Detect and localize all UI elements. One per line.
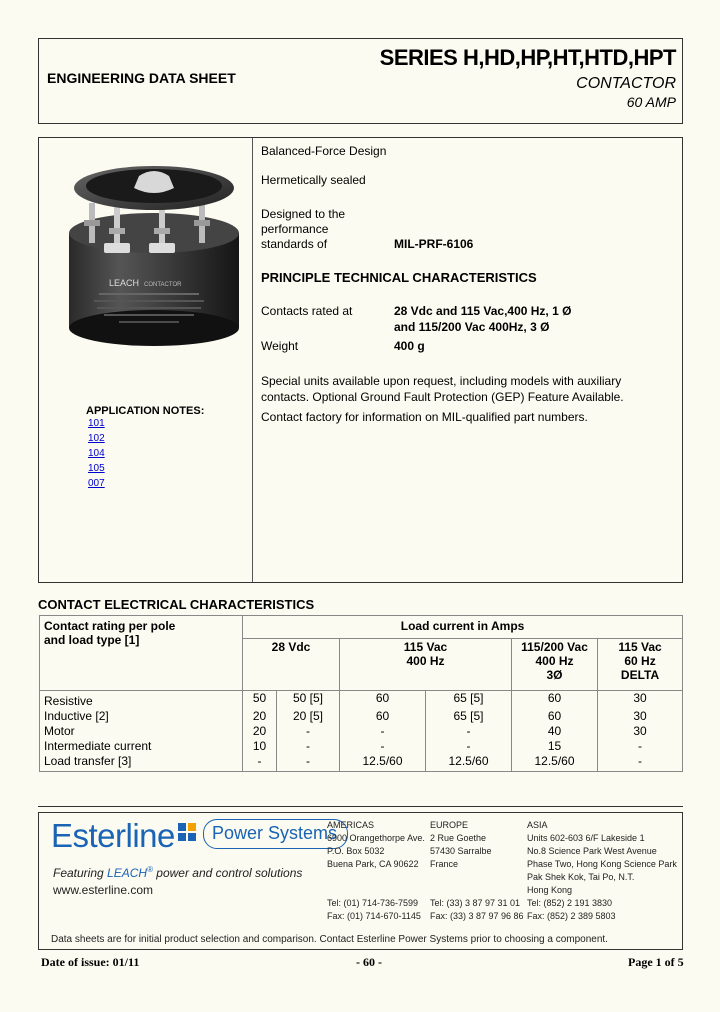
table-row-header xyxy=(40,616,243,691)
col-header-115vac-400hz xyxy=(340,639,512,691)
americas-tel: Tel: (01) 714-736-7599 xyxy=(327,898,419,908)
address-line: 57430 Sarralbe xyxy=(430,846,492,856)
contacts-rated-value-2: and 115/200 Vac 400Hz, 3 Ø xyxy=(394,320,550,334)
designed-to-line-3: standards of xyxy=(261,237,328,251)
table-cell: - xyxy=(277,754,340,772)
table-cell: 65 [5] xyxy=(426,709,512,724)
address-line: Hong Kong xyxy=(527,885,573,895)
product-info-box xyxy=(38,137,683,583)
row-header-line-1: Contact rating per pole xyxy=(44,619,176,633)
table-row xyxy=(40,739,683,754)
col-header-28vdc xyxy=(243,639,340,691)
contact-ratings-table xyxy=(39,615,683,772)
row-label: Intermediate current xyxy=(40,739,243,754)
table-cell: - xyxy=(277,739,340,754)
table-cell: 12.5/60 xyxy=(340,754,426,772)
product-label-type: CONTACTOR xyxy=(144,282,182,288)
contactor-product-image xyxy=(59,158,249,358)
table-row xyxy=(40,724,683,739)
tagline-registered: ® xyxy=(147,865,153,874)
special-units-line-3: Contact factory for information on MIL-qualified part numbers. xyxy=(261,410,588,424)
table-cell: 30 xyxy=(598,724,683,739)
table-cell: 50 xyxy=(243,691,277,710)
table-cell: 12.5/60 xyxy=(512,754,598,772)
table-cell: 50 [5] xyxy=(277,691,340,710)
page-of: Page 1 of 5 xyxy=(628,955,684,969)
mil-standard: MIL-PRF-6106 xyxy=(394,237,474,251)
col-115-200vac-line-2: 400 Hz xyxy=(535,654,574,668)
esterline-mark-icon xyxy=(176,821,200,843)
address-line: 6900 Orangethorpe Ave. xyxy=(327,833,425,843)
table-cell: - xyxy=(340,724,426,739)
col-header-115-200vac xyxy=(512,639,598,691)
designed-to-line-1: Designed to the xyxy=(261,207,346,221)
row-label: Resistive xyxy=(40,691,243,710)
col-115vac-line-2: 400 Hz xyxy=(406,654,445,668)
contacts-rated-label: Contacts rated at xyxy=(261,304,353,318)
app-note-link-007[interactable]: 007 xyxy=(88,478,105,489)
footer-top-rule xyxy=(38,806,683,807)
table-cell: 30 xyxy=(598,709,683,724)
app-note-link-105[interactable]: 105 xyxy=(88,463,105,474)
asia-fax: Fax: (852) 2 389 5803 xyxy=(527,911,616,921)
series-title: SERIES H,HD,HP,HT,HTD,HPT xyxy=(379,45,676,70)
col-115-200vac-line-3: 3Ø xyxy=(546,668,563,682)
table-cell: 60 xyxy=(512,691,598,710)
table-cell: - xyxy=(426,724,512,739)
col-delta-line-1: 115 Vac xyxy=(618,640,662,654)
col-28vdc-line-1: 28 Vdc xyxy=(271,640,311,654)
disclaimer: Data sheets are for initial product selection and comparison. Contact Esterline Power Systems prior to choosing a component. xyxy=(51,934,608,945)
application-notes-title: APPLICATION NOTES: xyxy=(86,405,205,417)
europe-tel: Tel: (33) 3 87 97 31 01 xyxy=(430,898,521,908)
table-cell: - xyxy=(340,739,426,754)
asia-tel: Tel: (852) 2 191 3830 xyxy=(527,898,613,908)
address-line: Units 602-603 6/F Lakeside 1 xyxy=(527,833,645,843)
row-header-line-2: and load type [1] xyxy=(44,633,140,647)
table-cell: 60 xyxy=(340,709,426,724)
address-line: Phase Two, Hong Kong Science Park xyxy=(527,859,677,869)
principle-technical-title: PRINCIPLE TECHNICAL CHARACTERISTICS xyxy=(261,270,537,285)
product-rating: 60 AMP xyxy=(626,94,676,110)
tagline-pre: Featuring xyxy=(53,866,108,880)
load-current-header: Load current in Amps xyxy=(243,616,683,639)
table-cell: 60 xyxy=(340,691,426,710)
table-cell: - xyxy=(598,754,683,772)
table-cell: 20 [5] xyxy=(277,709,340,724)
table-cell: 30 xyxy=(598,691,683,710)
weight-value: 400 g xyxy=(394,339,425,353)
americas-fax: Fax: (01) 714-670-1145 xyxy=(327,911,421,921)
row-label: Inductive [2] xyxy=(40,709,243,724)
contacts-rated-value-1: 28 Vdc and 115 Vac,400 Hz, 1 Ø xyxy=(394,304,572,318)
table-row xyxy=(40,691,683,710)
col-115-200vac-line-1: 115/200 Vac xyxy=(521,640,588,654)
table-row xyxy=(40,709,683,724)
designed-to-line-2: performance xyxy=(261,222,329,236)
col-delta-line-3: DELTA xyxy=(620,668,660,682)
esterline-brand: Esterline xyxy=(51,817,175,854)
table-cell: 20 xyxy=(243,724,277,739)
table-cell: 10 xyxy=(243,739,277,754)
table-cell: - xyxy=(426,739,512,754)
feature-balanced-force: Balanced-Force Design xyxy=(261,144,387,158)
column-divider xyxy=(252,138,253,582)
feature-hermetic: Hermetically sealed xyxy=(261,173,366,187)
table-row xyxy=(40,754,683,772)
page-number: - 60 - xyxy=(356,955,382,969)
header-box xyxy=(38,38,683,124)
table-cell: - xyxy=(243,754,277,772)
table-cell: 15 xyxy=(512,739,598,754)
table-cell: 60 xyxy=(512,709,598,724)
address-line: Pak Shek Kok, Tai Po, N.T. xyxy=(527,872,635,882)
table-cell: 65 [5] xyxy=(426,691,512,710)
table-cell: 20 xyxy=(243,709,277,724)
table-cell: 12.5/60 xyxy=(426,754,512,772)
app-note-link-102[interactable]: 102 xyxy=(88,433,105,444)
americas-title: AMERICAS xyxy=(327,820,375,830)
contact-characteristics-title: CONTACT ELECTRICAL CHARACTERISTICS xyxy=(38,597,315,612)
tagline-post: power and control solutions xyxy=(152,866,303,880)
asia-address xyxy=(527,819,677,923)
weight-label: Weight xyxy=(261,339,299,353)
app-note-link-104[interactable]: 104 xyxy=(88,448,105,459)
table-cell: - xyxy=(598,739,683,754)
power-systems-division: Power Systems xyxy=(203,819,348,849)
col-115vac-line-1: 115 Vac xyxy=(403,640,448,654)
address-line: P.O. Box 5032 xyxy=(327,846,385,856)
europe-address xyxy=(430,819,524,923)
col-header-115vac-delta xyxy=(598,639,683,691)
col-delta-line-2: 60 Hz xyxy=(624,654,656,668)
table-cell: 40 xyxy=(512,724,598,739)
americas-address xyxy=(327,819,425,923)
website-link[interactable]: www.esterline.com xyxy=(53,883,154,897)
date-of-issue: Date of issue: 01/11 xyxy=(41,955,140,969)
address-line: France xyxy=(430,859,459,869)
app-note-link-101[interactable]: 101 xyxy=(88,418,105,429)
product-label-brand: LEACH xyxy=(109,278,140,288)
address-line: 2 Rue Goethe xyxy=(430,833,487,843)
product-type: CONTACTOR xyxy=(576,75,676,92)
europe-fax: Fax: (33) 3 87 97 96 86 xyxy=(430,911,524,921)
engineering-data-sheet-title: ENGINEERING DATA SHEET xyxy=(47,70,236,86)
special-units-line-2: contacts. Optional Ground Fault Protection (GEP) Feature Available. xyxy=(261,390,624,404)
tagline-brand: LEACH xyxy=(107,866,148,880)
esterline-logo xyxy=(51,817,351,861)
row-label: Load transfer [3] xyxy=(40,754,243,772)
table-cell: - xyxy=(277,724,340,739)
europe-title: EUROPE xyxy=(430,820,469,830)
asia-title: ASIA xyxy=(527,820,548,830)
featuring-leach-tagline xyxy=(53,865,302,880)
special-units-line-1: Special units available upon request, including models with auxiliary xyxy=(261,374,622,388)
address-line: Buena Park, CA 90622 xyxy=(327,859,419,869)
row-label: Motor xyxy=(40,724,243,739)
address-line: No.8 Science Park West Avenue xyxy=(527,846,657,856)
